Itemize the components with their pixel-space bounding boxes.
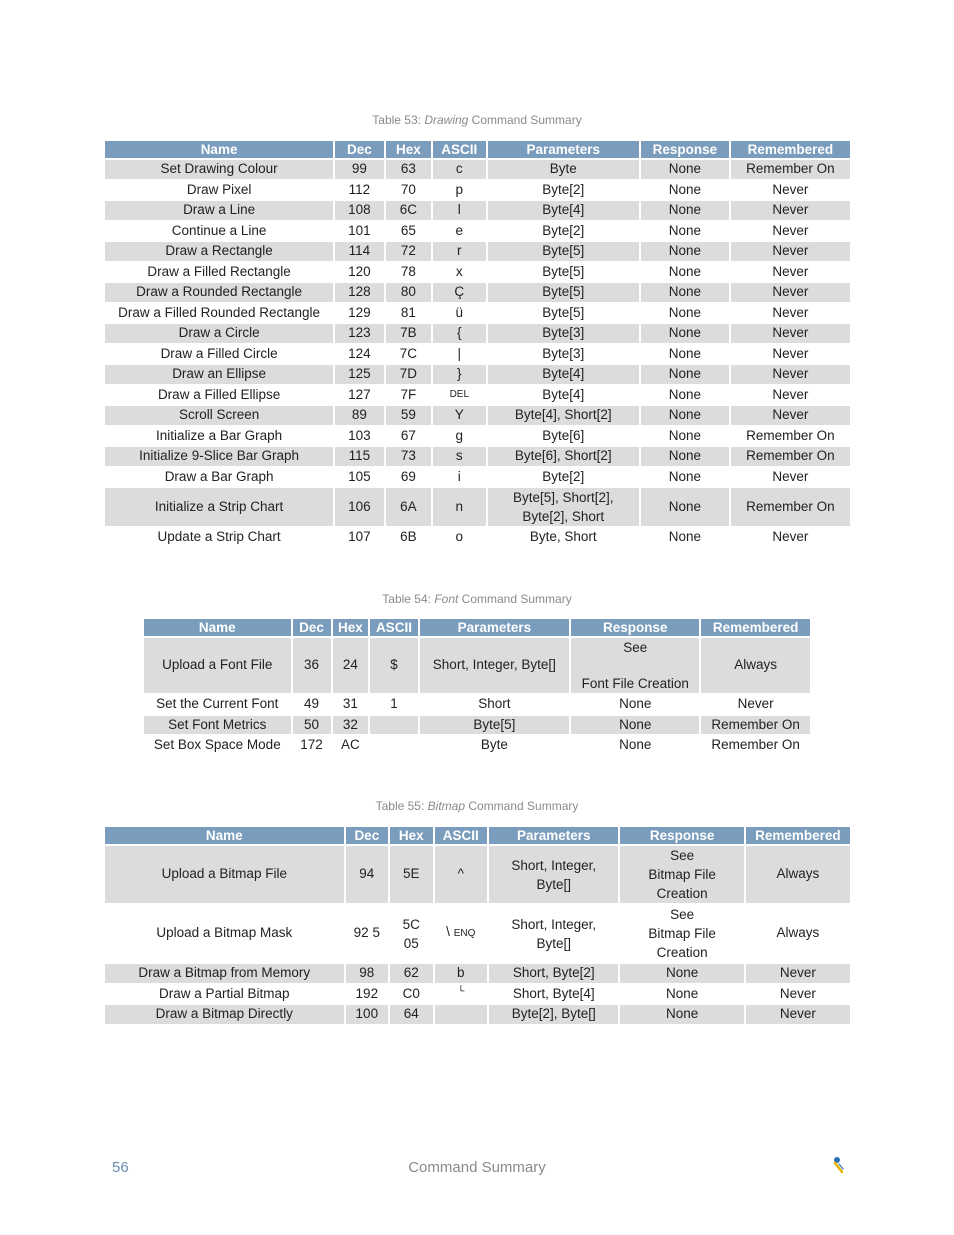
cell-name: Initialize a Strip Chart bbox=[105, 488, 333, 526]
table-row bbox=[105, 201, 850, 220]
col-header-name: Name bbox=[144, 619, 291, 636]
col-header-parameters: Parameters bbox=[489, 827, 618, 844]
parameters-line: Byte[5], Short[2], bbox=[512, 490, 614, 505]
table-row bbox=[144, 716, 810, 735]
cell-parameters bbox=[489, 846, 618, 903]
table-row bbox=[105, 263, 850, 282]
cell-dec: 125 bbox=[335, 365, 383, 384]
cell-response: None bbox=[620, 964, 743, 983]
cell-dec: 101 bbox=[348, 222, 371, 238]
cell-remembered: Never bbox=[772, 386, 809, 402]
col-header-hex: Hex bbox=[333, 619, 369, 636]
response-line: See bbox=[623, 639, 648, 655]
cell-response bbox=[571, 638, 699, 693]
table-header-row bbox=[105, 827, 850, 844]
cell-response: None bbox=[641, 283, 729, 302]
parameters-line: Byte[] bbox=[536, 935, 572, 951]
cell-hex: 5E bbox=[390, 846, 432, 903]
cell-parameters: Byte[2], Byte[] bbox=[489, 1005, 618, 1024]
col-header-ascii: ASCII bbox=[435, 827, 488, 844]
cell-parameters: Short, Byte[4] bbox=[512, 985, 595, 1001]
table-row bbox=[105, 1005, 850, 1024]
table-row bbox=[144, 736, 810, 755]
cell-remembered: Remember On bbox=[701, 716, 810, 735]
cell-parameters: Byte[2] bbox=[542, 181, 585, 197]
cell-dec: 105 bbox=[348, 468, 371, 484]
table-55-caption: Table 55: Bitmap Command Summary bbox=[375, 799, 579, 813]
cell-response: None bbox=[668, 222, 702, 238]
cell-name: Set Box Space Mode bbox=[153, 737, 281, 752]
cell-ascii: └ bbox=[457, 985, 465, 997]
cell-ascii: l bbox=[433, 201, 486, 220]
cell-hex: 81 bbox=[400, 304, 416, 320]
cell-parameters: Short, Integer, Byte[] bbox=[420, 638, 570, 693]
cell-hex: C0 bbox=[402, 985, 420, 1001]
logo-icon bbox=[830, 1155, 846, 1180]
cell-dec: 129 bbox=[348, 304, 371, 320]
cell-remembered: Remember On bbox=[731, 447, 850, 466]
parameters-line: Short, Integer, bbox=[511, 857, 597, 873]
cell-parameters: Short, Byte[2] bbox=[489, 964, 618, 983]
cell-name: Draw a Rounded Rectangle bbox=[105, 283, 333, 302]
cell-remembered: Never bbox=[731, 324, 850, 343]
cell-name: Set Drawing Colour bbox=[105, 160, 333, 179]
cell-hex: 65 bbox=[400, 222, 416, 238]
parameters-line: Byte[2], Short bbox=[522, 509, 605, 524]
table-row bbox=[105, 905, 850, 962]
cell-hex: 64 bbox=[390, 1005, 432, 1024]
cell-response: None bbox=[619, 696, 652, 711]
cell-ascii: r bbox=[433, 242, 486, 261]
col-header-dec: Dec bbox=[346, 827, 388, 844]
cell-parameters: Byte[3] bbox=[542, 345, 585, 361]
cell-dec: 50 bbox=[293, 716, 331, 735]
table-row bbox=[105, 964, 850, 983]
cell-ascii: ^ bbox=[435, 846, 488, 903]
cell-ascii: p bbox=[455, 181, 464, 197]
cell-remembered: Remember On bbox=[746, 427, 835, 443]
cell-ascii: g bbox=[455, 427, 464, 443]
cell-name: Initialize 9-Slice Bar Graph bbox=[105, 447, 333, 466]
col-header-parameters: Parameters bbox=[488, 141, 639, 158]
cell-remembered: Never bbox=[772, 181, 809, 197]
cell-dec: 99 bbox=[335, 160, 383, 179]
font-command-table bbox=[142, 617, 812, 757]
cell-dec: 192 bbox=[355, 985, 379, 1001]
cell-parameters: Byte bbox=[488, 160, 639, 179]
cell-hex: 59 bbox=[386, 406, 431, 425]
cell-response bbox=[620, 846, 743, 903]
cell-ascii bbox=[370, 716, 417, 735]
table-row bbox=[105, 222, 850, 241]
cell-ascii bbox=[435, 905, 488, 962]
col-header-ascii: ASCII bbox=[433, 141, 486, 158]
table-row bbox=[105, 365, 850, 384]
table-row bbox=[105, 386, 850, 405]
table-row bbox=[105, 427, 850, 446]
drawing-command-table bbox=[103, 139, 852, 549]
cell-ascii: ü bbox=[455, 304, 464, 320]
cell-remembered: Never bbox=[772, 304, 809, 320]
cell-dec: 115 bbox=[335, 447, 383, 466]
cell-remembered: Never bbox=[779, 985, 816, 1001]
cell-response: None bbox=[668, 181, 702, 197]
cell-name: Draw a Partial Bitmap bbox=[159, 985, 290, 1001]
cell-remembered: Never bbox=[731, 365, 850, 384]
cell-parameters: Byte[2] bbox=[542, 222, 585, 238]
table-row bbox=[105, 160, 850, 179]
cell-dec: 127 bbox=[348, 386, 371, 402]
cell-parameters: Byte[4] bbox=[488, 365, 639, 384]
cell-remembered: Never bbox=[731, 201, 850, 220]
cell-ascii: $ bbox=[370, 638, 417, 693]
cell-dec: 107 bbox=[348, 529, 371, 544]
cell-hex: 7D bbox=[386, 365, 431, 384]
col-header-hex: Hex bbox=[390, 827, 432, 844]
col-header-dec: Dec bbox=[335, 141, 383, 158]
cell-hex: 6C bbox=[386, 201, 431, 220]
cell-parameters: Byte[6], Short[2] bbox=[488, 447, 639, 466]
cell-dec: 172 bbox=[300, 737, 323, 752]
table-row bbox=[105, 846, 850, 903]
cell-remembered: Never bbox=[772, 529, 809, 544]
cell-name: Upload a Font File bbox=[144, 638, 291, 693]
cell-hex: 80 bbox=[386, 283, 431, 302]
cell-parameters: Byte[5] bbox=[420, 716, 570, 735]
cell-ascii: DEL bbox=[449, 388, 470, 400]
cell-name: Draw a Circle bbox=[105, 324, 333, 343]
cell-dec: 108 bbox=[335, 201, 383, 220]
cell-hex: 73 bbox=[386, 447, 431, 466]
cell-response bbox=[620, 905, 743, 962]
cell-parameters: Byte[5] bbox=[488, 283, 639, 302]
response-line: Bitmap File bbox=[648, 926, 716, 941]
cell-parameters bbox=[488, 488, 639, 526]
cell-remembered: Never bbox=[731, 406, 850, 425]
cell-ascii: 1 bbox=[390, 696, 398, 711]
cell-ascii: i bbox=[457, 468, 461, 484]
cell-ascii: c bbox=[433, 160, 486, 179]
cell-response: None bbox=[668, 529, 702, 544]
cell-response: None bbox=[666, 985, 699, 1001]
cell-remembered: Always bbox=[776, 925, 820, 941]
cell-remembered: Never bbox=[731, 283, 850, 302]
table-53-caption: Table 53: Drawing Command Summary bbox=[372, 113, 582, 127]
table-row bbox=[105, 488, 850, 526]
col-header-response: Response bbox=[620, 827, 743, 844]
hex-line: 5C bbox=[402, 916, 420, 932]
cell-response: None bbox=[641, 488, 729, 526]
table-row bbox=[105, 406, 850, 425]
cell-remembered: Remember On bbox=[731, 160, 850, 179]
cell-remembered: Never bbox=[772, 345, 809, 361]
cell-remembered: Never bbox=[731, 242, 850, 261]
cell-hex: 69 bbox=[400, 468, 416, 484]
cell-ascii: e bbox=[455, 222, 464, 238]
cell-name: Draw an Ellipse bbox=[105, 365, 333, 384]
cell-response: None bbox=[668, 263, 702, 279]
cell-response: None bbox=[571, 716, 699, 735]
cell-response: None bbox=[668, 345, 702, 361]
cell-hex: 63 bbox=[386, 160, 431, 179]
table-row bbox=[105, 345, 850, 364]
response-line: Font File Creation bbox=[581, 675, 689, 691]
cell-hex: 7F bbox=[400, 386, 417, 402]
cell-ascii: x bbox=[455, 263, 463, 279]
table-row bbox=[105, 468, 850, 487]
cell-parameters: Byte[5] bbox=[542, 304, 585, 320]
cell-ascii: b bbox=[435, 964, 488, 983]
cell-response: None bbox=[619, 737, 652, 752]
cell-remembered: Always bbox=[746, 846, 850, 903]
cell-ascii bbox=[370, 736, 417, 755]
cell-ascii: n bbox=[433, 488, 486, 526]
col-header-remembered: Remembered bbox=[746, 827, 850, 844]
cell-remembered: Always bbox=[701, 638, 810, 693]
cell-hex: 7B bbox=[386, 324, 431, 343]
cell-response: None bbox=[641, 160, 729, 179]
table-header-row bbox=[144, 619, 810, 636]
cell-dec: 36 bbox=[293, 638, 331, 693]
cell-parameters: Byte[5] bbox=[542, 263, 585, 279]
cell-parameters: Byte[4] bbox=[542, 386, 585, 402]
col-header-remembered: Remembered bbox=[701, 619, 810, 636]
cell-ascii bbox=[435, 1005, 488, 1024]
cell-name: Draw a Filled Rectangle bbox=[147, 263, 291, 279]
table-row bbox=[105, 985, 850, 1004]
cell-ascii: o bbox=[455, 529, 464, 544]
col-header-remembered: Remembered bbox=[731, 141, 850, 158]
table-54-caption: Table 54: Font Command Summary bbox=[382, 592, 572, 606]
col-header-hex: Hex bbox=[386, 141, 431, 158]
cell-remembered: Never bbox=[737, 696, 774, 711]
ascii-symbol: \ bbox=[446, 924, 450, 940]
cell-hex bbox=[390, 905, 432, 962]
col-header-name: Name bbox=[105, 141, 333, 158]
cell-parameters: Byte[6] bbox=[542, 427, 585, 443]
cell-hex: 6A bbox=[386, 488, 431, 526]
table-header-row bbox=[105, 141, 850, 158]
cell-ascii: Ç bbox=[433, 283, 486, 302]
table-row bbox=[105, 324, 850, 343]
table-row bbox=[105, 181, 850, 200]
cell-response: None bbox=[641, 406, 729, 425]
cell-name: Draw a Filled Ellipse bbox=[157, 386, 281, 402]
cell-name: Upload a Bitmap File bbox=[105, 846, 344, 903]
cell-response: None bbox=[668, 304, 702, 320]
cell-parameters: Short bbox=[478, 696, 511, 711]
response-line: Creation bbox=[656, 886, 708, 901]
cell-parameters: Byte bbox=[480, 737, 508, 752]
table-row bbox=[105, 447, 850, 466]
page-number: 56 bbox=[112, 1159, 129, 1176]
cell-dec: 103 bbox=[348, 427, 371, 443]
cell-hex: 24 bbox=[333, 638, 369, 693]
cell-dec: 106 bbox=[335, 488, 383, 526]
cell-dec: 112 bbox=[348, 181, 371, 197]
table-row bbox=[105, 304, 850, 323]
cell-parameters: Byte[2] bbox=[542, 468, 585, 484]
cell-remembered: Never bbox=[772, 468, 809, 484]
cell-hex: 31 bbox=[342, 696, 358, 711]
cell-response: None bbox=[641, 242, 729, 261]
cell-response: None bbox=[641, 365, 729, 384]
response-line: Bitmap File bbox=[648, 867, 716, 882]
cell-name: Draw a Bar Graph bbox=[164, 468, 274, 484]
cell-name: Draw a Line bbox=[105, 201, 333, 220]
cell-remembered: Never bbox=[772, 263, 809, 279]
cell-ascii: s bbox=[433, 447, 486, 466]
footer-section-title: Command Summary bbox=[408, 1159, 546, 1176]
cell-name: Draw Pixel bbox=[186, 181, 252, 197]
cell-response: None bbox=[641, 201, 729, 220]
cell-hex: 78 bbox=[400, 263, 416, 279]
cell-hex: 6B bbox=[400, 529, 417, 544]
cell-response: None bbox=[641, 447, 729, 466]
cell-dec: 92 5 bbox=[353, 925, 380, 941]
cell-name: Upload a Bitmap Mask bbox=[156, 925, 293, 941]
cell-remembered: Never bbox=[772, 222, 809, 238]
table-row bbox=[105, 528, 850, 547]
cell-dec: 89 bbox=[335, 406, 383, 425]
cell-dec: 49 bbox=[304, 696, 320, 711]
cell-dec: 120 bbox=[348, 263, 371, 279]
cell-hex: AC bbox=[341, 737, 360, 752]
col-header-parameters: Parameters bbox=[420, 619, 570, 636]
cell-name: Draw a Bitmap from Memory bbox=[105, 964, 344, 983]
col-header-response: Response bbox=[641, 141, 729, 158]
col-header-ascii: ASCII bbox=[370, 619, 417, 636]
cell-hex: 7C bbox=[399, 345, 417, 361]
cell-parameters: Byte[4], Short[2] bbox=[488, 406, 639, 425]
cell-remembered: Never bbox=[746, 1005, 850, 1024]
response-line: See bbox=[670, 907, 695, 922]
cell-dec: 114 bbox=[335, 242, 383, 261]
col-header-response: Response bbox=[571, 619, 699, 636]
cell-name: Initialize a Bar Graph bbox=[156, 427, 283, 443]
cell-parameters bbox=[489, 905, 618, 962]
cell-name: Draw a Filled Circle bbox=[160, 345, 278, 361]
cell-ascii: { bbox=[433, 324, 486, 343]
table-row bbox=[105, 242, 850, 261]
cell-parameters: Byte, Short bbox=[529, 529, 597, 544]
cell-name: Draw a Rectangle bbox=[105, 242, 333, 261]
col-header-name: Name bbox=[105, 827, 344, 844]
cell-hex: 72 bbox=[386, 242, 431, 261]
table-row bbox=[144, 638, 810, 693]
ascii-control-code: ENQ bbox=[453, 928, 476, 940]
response-line: See bbox=[670, 848, 695, 863]
cell-hex: 32 bbox=[333, 716, 369, 735]
cell-ascii: Y bbox=[433, 406, 486, 425]
cell-dec: 123 bbox=[335, 324, 383, 343]
cell-dec: 94 bbox=[346, 846, 388, 903]
hex-line: 05 bbox=[403, 935, 419, 951]
cell-name: Set the Current Font bbox=[156, 696, 279, 711]
cell-response: None bbox=[620, 1005, 743, 1024]
cell-hex: 67 bbox=[400, 427, 416, 443]
cell-dec: 98 bbox=[346, 964, 388, 983]
cell-hex: 70 bbox=[400, 181, 416, 197]
cell-name: Scroll Screen bbox=[105, 406, 333, 425]
cell-parameters: Byte[3] bbox=[488, 324, 639, 343]
cell-name: Draw a Filled Rounded Rectangle bbox=[118, 304, 321, 320]
table-row bbox=[105, 283, 850, 302]
cell-ascii: } bbox=[433, 365, 486, 384]
cell-parameters: Byte[5] bbox=[488, 242, 639, 261]
cell-hex: 62 bbox=[390, 964, 432, 983]
cell-ascii: | bbox=[457, 345, 462, 361]
table-row bbox=[144, 695, 810, 714]
cell-dec: 128 bbox=[335, 283, 383, 302]
cell-response: None bbox=[668, 468, 702, 484]
cell-response: None bbox=[668, 427, 702, 443]
cell-name: Draw a Bitmap Directly bbox=[105, 1005, 344, 1024]
cell-name: Continue a Line bbox=[171, 222, 267, 238]
cell-remembered: Remember On bbox=[731, 488, 850, 526]
parameters-line: Byte[] bbox=[536, 876, 572, 892]
cell-response: None bbox=[668, 386, 702, 402]
cell-dec: 100 bbox=[346, 1005, 388, 1024]
cell-name: Set Font Metrics bbox=[144, 716, 291, 735]
col-header-dec: Dec bbox=[293, 619, 331, 636]
cell-name: Update a Strip Chart bbox=[157, 529, 281, 544]
cell-response: None bbox=[641, 324, 729, 343]
bitmap-command-table bbox=[103, 825, 852, 1026]
parameters-line: Short, Integer, bbox=[511, 916, 597, 932]
cell-dec: 124 bbox=[348, 345, 371, 361]
cell-remembered: Never bbox=[746, 964, 850, 983]
cell-remembered: Remember On bbox=[711, 737, 800, 752]
cell-parameters: Byte[4] bbox=[488, 201, 639, 220]
response-line: Creation bbox=[656, 945, 708, 960]
